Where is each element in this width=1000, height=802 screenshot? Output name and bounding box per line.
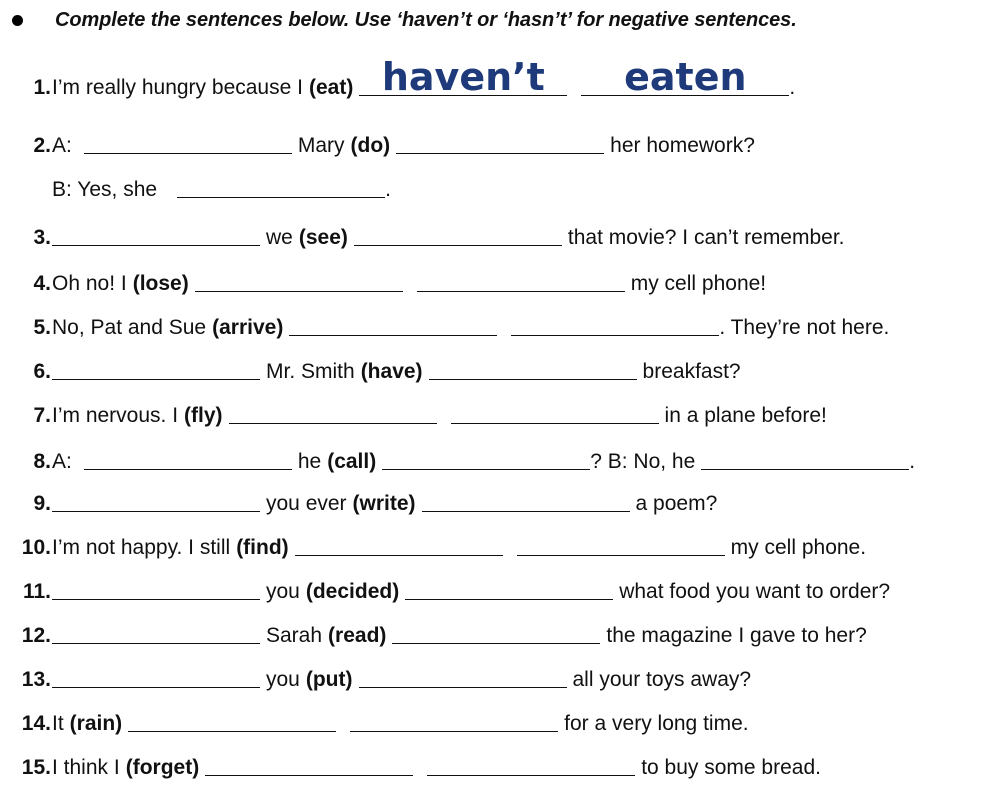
- answer-blank[interactable]: [177, 167, 385, 198]
- answer-blank[interactable]: [295, 525, 503, 556]
- verb-hint: (decided): [305, 580, 400, 603]
- question-4: [0, 262, 766, 296]
- answer-blank[interactable]: [405, 569, 613, 600]
- answer-blank[interactable]: [359, 55, 567, 99]
- sentence-text: you: [266, 580, 300, 603]
- answer-blank[interactable]: [392, 613, 600, 644]
- question-number: 5.: [33, 316, 51, 339]
- answer-blank[interactable]: [359, 657, 567, 688]
- sentence-text: breakfast?: [642, 360, 741, 383]
- question-11: [0, 570, 890, 604]
- answer-blank[interactable]: [205, 745, 413, 776]
- sentence-text: No, Pat and Sue: [52, 316, 207, 339]
- sentence-text: Sarah: [266, 624, 323, 647]
- verb-hint: (write): [352, 492, 416, 515]
- question-number: 4.: [33, 272, 51, 295]
- answer-blank[interactable]: [84, 123, 292, 154]
- answer-blank[interactable]: [52, 657, 260, 688]
- question-number: 13.: [21, 668, 51, 691]
- answer-blank[interactable]: [350, 701, 558, 732]
- question-2: [0, 124, 755, 158]
- question-2-reply: [52, 168, 391, 202]
- question-number: 12.: [21, 624, 51, 647]
- sentence-text: in a plane before!: [664, 404, 827, 427]
- verb-hint: (find): [236, 536, 289, 559]
- question-3: [0, 216, 845, 250]
- sentence-text: her homework?: [610, 134, 755, 157]
- sentence-text: I think I: [52, 756, 120, 779]
- answer-blank[interactable]: [427, 745, 635, 776]
- answer-blank[interactable]: [382, 439, 590, 470]
- sentence-text: ? B: No, he: [590, 450, 696, 473]
- verb-hint: (eat): [308, 76, 354, 99]
- answer-blank[interactable]: [417, 261, 625, 292]
- sentence-text: Oh no! I: [52, 272, 127, 295]
- sentence-text: we: [266, 226, 293, 249]
- sentence-end: .: [789, 76, 796, 99]
- sentence-text: you: [266, 668, 300, 691]
- question-number: 11.: [22, 580, 51, 603]
- sentence-text: that movie? I can’t remember.: [567, 226, 845, 249]
- question-9: [0, 482, 717, 516]
- sentence-text: he: [297, 450, 322, 473]
- verb-hint: (put): [305, 668, 353, 691]
- question-number: 6.: [33, 360, 51, 383]
- question-number: 3.: [33, 226, 51, 249]
- answer-blank[interactable]: [52, 569, 260, 600]
- question-1: [0, 55, 796, 100]
- question-13: [0, 658, 751, 692]
- verb-hint: (see): [298, 226, 348, 249]
- answer-text: eaten: [624, 55, 747, 99]
- question-number: 9.: [33, 492, 51, 515]
- question-number: 10.: [21, 536, 51, 559]
- question-12: [0, 614, 867, 648]
- answer-blank[interactable]: [354, 215, 562, 246]
- verb-hint: (rain): [69, 712, 123, 735]
- answer-blank[interactable]: [195, 261, 403, 292]
- instruction-line: [10, 4, 797, 36]
- answer-blank[interactable]: [396, 123, 604, 154]
- answer-blank[interactable]: [451, 393, 659, 424]
- question-number: 7.: [33, 404, 51, 427]
- question-10: [0, 526, 866, 560]
- sentence-text: Mary: [297, 134, 345, 157]
- question-number: 8.: [33, 450, 51, 473]
- sentence-text: you ever: [266, 492, 347, 515]
- answer-blank[interactable]: [581, 55, 789, 99]
- answer-blank[interactable]: [429, 349, 637, 380]
- answer-blank[interactable]: [511, 305, 719, 336]
- verb-hint: (forget): [125, 756, 200, 779]
- question-14: [0, 702, 749, 736]
- question-number: 14.: [21, 712, 51, 735]
- question-6: [0, 350, 741, 384]
- sentence-text: what food you want to order?: [619, 580, 891, 603]
- sentence-text: . They’re not here.: [719, 316, 890, 339]
- sentence-text: a poem?: [635, 492, 718, 515]
- answer-blank[interactable]: [289, 305, 497, 336]
- question-number: 15.: [21, 756, 51, 779]
- sentence-text: the magazine I gave to her?: [606, 624, 867, 647]
- sentence-text: for a very long time.: [564, 712, 749, 735]
- sentence-text: I’m really hungry because I: [52, 76, 303, 99]
- answer-text: haven’t: [381, 55, 545, 99]
- verb-hint: (do): [350, 134, 391, 157]
- sentence-text: my cell phone!: [630, 272, 767, 295]
- sentence-text: my cell phone.: [730, 536, 867, 559]
- question-7: [0, 394, 827, 428]
- verb-hint: (call): [327, 450, 377, 473]
- answer-blank[interactable]: [52, 613, 260, 644]
- verb-hint: (have): [360, 360, 423, 383]
- instruction-text: Complete the sentences below. Use ‘haven’t or ‘hasn’t’ for negative sentences.: [55, 8, 797, 31]
- answer-blank[interactable]: [52, 215, 260, 246]
- verb-hint: (arrive): [212, 316, 284, 339]
- sentence-text: B: Yes, she: [52, 178, 158, 201]
- question-number: 2.: [33, 134, 51, 157]
- verb-hint: (fly): [184, 404, 223, 427]
- answer-blank[interactable]: [84, 439, 292, 470]
- sentence-text: I’m nervous. I: [52, 404, 179, 427]
- sentence-text: A:: [52, 134, 72, 157]
- sentence-text: all your toys away?: [572, 668, 752, 691]
- verb-hint: (read): [328, 624, 387, 647]
- sentence-text: A:: [52, 450, 72, 473]
- question-5: [0, 306, 889, 340]
- answer-blank[interactable]: [422, 481, 630, 512]
- sentence-text: to buy some bread.: [641, 756, 821, 779]
- bullet-icon: [12, 15, 23, 26]
- answer-blank[interactable]: [517, 525, 725, 556]
- sentence-end: .: [909, 450, 916, 473]
- question-15: [0, 746, 821, 780]
- answer-blank[interactable]: [52, 481, 260, 512]
- sentence-text: I’m not happy. I still: [52, 536, 231, 559]
- sentence-text: It: [52, 712, 64, 735]
- sentence-end: .: [385, 178, 391, 201]
- answer-blank[interactable]: [701, 439, 909, 470]
- answer-blank[interactable]: [229, 393, 437, 424]
- verb-hint: (lose): [132, 272, 189, 295]
- question-8: [0, 440, 915, 474]
- answer-blank[interactable]: [128, 701, 336, 732]
- answer-blank[interactable]: [52, 349, 260, 380]
- sentence-text: Mr. Smith: [266, 360, 355, 383]
- question-number: 1.: [33, 76, 51, 99]
